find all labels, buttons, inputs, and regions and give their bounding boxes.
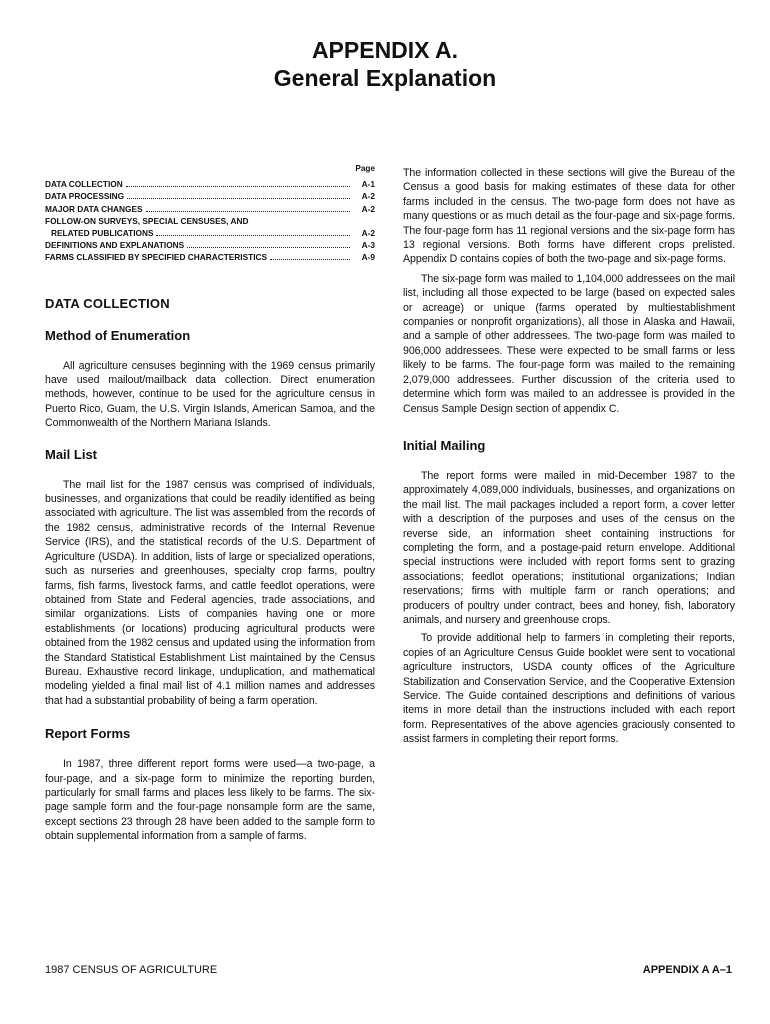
footer-page-number: APPENDIX A A–1 <box>642 964 732 976</box>
toc-entry-major-data-changes: MAJOR DATA CHANGES A-2 <box>45 203 375 214</box>
report-forms-paragraph: In 1987, three different report forms were used—a two-page, a four-page, and a six-page form to minimize the reporting burden, particularly for small farms and places less likely to be farms. The six-page sample form and the four-page nonsample form are the same, except sections 23 through 28 have been added to the sample form to obtain supplemental information from a sample of farms. <box>45 758 375 843</box>
data-collection-heading: DATA COLLECTION <box>45 295 170 311</box>
page-header <box>0 36 770 92</box>
report-forms-heading: Report Forms <box>45 726 131 742</box>
method-paragraph: All agriculture censuses beginning with the 1969 census primarily have used mailout/mailback data collection. Direct enumeration methods, however, continue to be used for the agriculture census in Puerto Rico, Guam, the U.S. Virgin Islands, American Samoa, and the Commonwealth of the Northern Mariana Islands. <box>45 359 375 430</box>
right-paragraph-2: The six-page form was mailed to 1,104,000 addressees on the mail list, including all those expected to be large (based on expected sales or acreage) or unique (farms operated by multiestablishment companies or nonprofit organizations), all those in Alaska and Hawaii, and a sample of other addressees. The two-page form was mailed to 906,000 addressees. These were expected to be small farms or less likely to be farms. The four-page form was mailed to the remaining 2,079,000 addressees. Further discussion of the criteria used to determine which form was mailed to an addressee is provided in the Census Sample Design section of appendix C. <box>403 272 735 415</box>
method-of-enumeration-heading: Method of Enumeration <box>45 327 191 343</box>
footer-publication: 1987 CENSUS OF AGRICULTURE <box>45 964 218 976</box>
right-paragraph-4: To provide additional help to farmers in completing their reports, copies of an Agriculture Census Guide booklet were sent to vocational agriculture instructors, USDA county offices of the Agriculture Stabilization and Conservation Service, and the Cooperative Extension Service. The Guide contained descriptions and definitions of various items in more detail than the instructions included with each report form. Representatives of the above agencies graciously consented to assist farmers in completing their report forms. <box>403 632 735 746</box>
mail-list-heading: Mail List <box>45 446 98 462</box>
toc-entry-farms-classified: FARMS CLASSIFIED BY SPECIFIED CHARACTERISTICS A-9 <box>45 252 375 263</box>
toc-entry-definitions: DEFINITIONS AND EXPLANATIONS A-3 <box>45 240 375 251</box>
right-paragraph-1: The information collected in these sections will give the Bureau of the Census a good basis for making estimates of these data for other farms included in the census. The two-page form does not have as many questions or as much detail as the four-page and six-page forms. The four-page form has 11 regional versions and the six-page form has 13 regional versions. Both forms have different crops prelisted. Appendix D contains copies of both the two-page and six-page forms. <box>403 167 735 266</box>
toc-entry-data-collection: DATA COLLECTION A-1 <box>45 179 375 190</box>
right-paragraph-3: The report forms were mailed in mid-December 1987 to the approximately 4,089,000 individuals, businesses, and organizations on the mail list. The mail packages included a report form, a cover letter with a description of the purposes and uses of the census on the reverse side, an information sheet containing instructions for completing the form, and a postage-paid return envelope. Additional special instructions were included with report forms sent to grazing associations; feedlot operations; institutional organizations; Indian reservations; firms with multiple farm or ranch operations; and producers of poultry under contract, bees and honey, fish, laboratory animals, and nursery and greenhouse crops. <box>403 469 735 626</box>
right-column <box>403 163 735 747</box>
appendix-title: APPENDIX A. <box>311 37 459 63</box>
toc-entry-data-processing: DATA PROCESSING A-2 <box>45 191 375 202</box>
initial-mailing-heading: Initial Mailing <box>403 437 486 453</box>
table-of-contents <box>45 163 375 264</box>
mail-list-paragraph: The mail list for the 1987 census was comprised of individuals, businesses, and organizations that could be readily identified as being associated with agriculture. The list was assembled from the records of the 1982 census, administrative records of the Internal Revenue Service (IRS), and the statistical records of the U.S. Department of Agriculture (USDA). In addition, lists of large or specialized operations, such as nurseries and greenhouses, specialty crop farms, poultry farms, fish farms, livestock farms, and cattle feedlot operations, were obtained from State and Federal agencies, trade associations, and similar organizations. Lists of companies having one or more establishments (or locations) producing agricultural products were obtained from the 1982 census and updated using the information from the Standard Statistical Establishment List maintained by the Census Bureau. Exhaustive record linkage, unduplication, and mathematical modeling yielded a final mail list of 4.1 million names and addresses that had a substantial probability of being a farm operation. <box>45 478 375 707</box>
toc-page-heading: Page <box>355 164 375 173</box>
toc-entry-follow-on-surveys: FOLLOW-ON SURVEYS, SPECIAL CENSUSES, AND <box>45 215 249 226</box>
toc-entry-related-publications: RELATED PUBLICATIONS A-2 <box>51 228 375 239</box>
appendix-subtitle: General Explanation <box>273 65 497 91</box>
left-column <box>45 163 375 844</box>
